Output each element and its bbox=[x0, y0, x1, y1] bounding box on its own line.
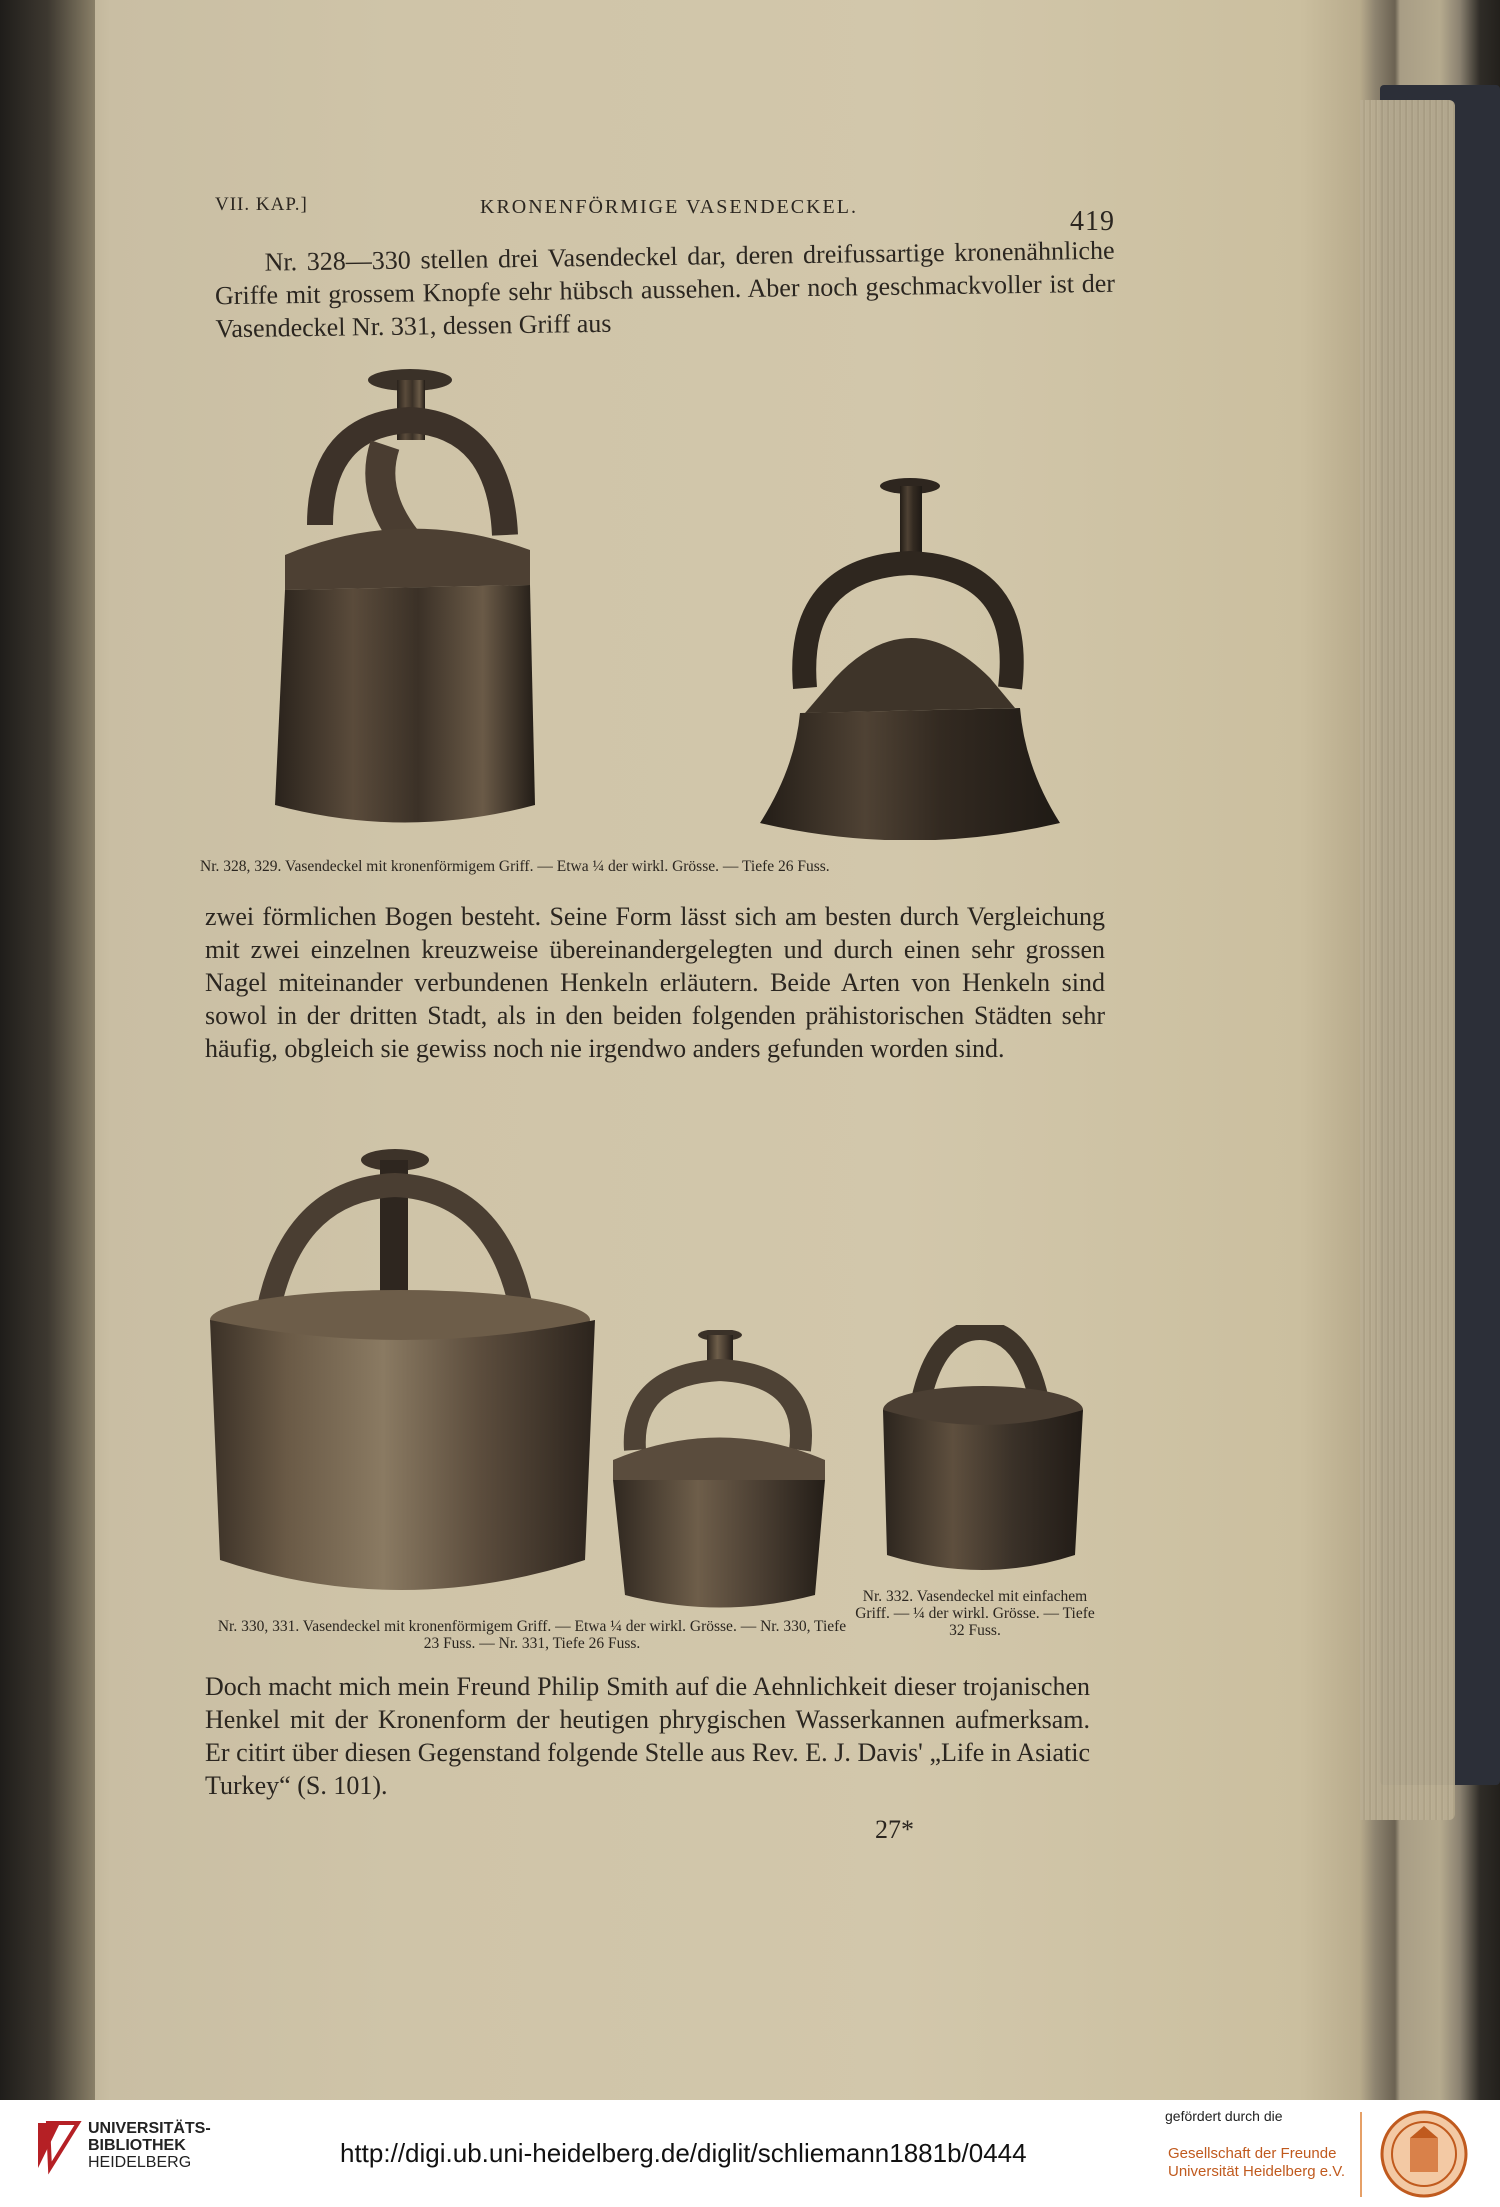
paragraph-1: Nr. 328—330 stellen drei Vasendeckel dar, deren dreifussartige kronenähnliche Griffe mit grossem Knopfe sehr hübsch aussehen. Aber noch geschmackvoller ist der Vasendeckel Nr. 331, dessen Griff aus bbox=[214, 235, 1116, 344]
university-seal-icon bbox=[1380, 2110, 1468, 2198]
page-number: 419 bbox=[1070, 206, 1115, 237]
permalink-url[interactable]: http://digi.ub.uni-heidelberg.de/diglit/schliemann1881b/0444 bbox=[340, 2138, 1027, 2168]
page-edges bbox=[1360, 100, 1455, 1820]
sponsor-name bbox=[1168, 2145, 1345, 2181]
chapter-label: VII. KAP.] bbox=[215, 194, 308, 215]
university-library-logo-icon bbox=[30, 2113, 92, 2175]
figure-vase-lid-329 bbox=[755, 478, 1065, 840]
paragraph-2: zwei förmlichen Bogen besteht. Seine Form lässt sich am besten durch Vergleichung mit zwei einzelnen kreuzweise übereinandergelegten und durch einen sehr grossen Nagel miteinander verbundenen Henkeln erläutern. Beide Arten von Henkeln sind sowol in der dritten Stadt, als in den beiden folgenden prähistorischen Städten sehr häufig, obgleich sie gewiss noch nie irgendwo anders gefunden worden sind. bbox=[205, 902, 1105, 1063]
figure-vase-lid-332 bbox=[875, 1325, 1095, 1580]
sponsor-label: gefördert durch die bbox=[1165, 2108, 1283, 2124]
footer-divider bbox=[1360, 2112, 1362, 2197]
book-spine bbox=[0, 0, 95, 2100]
library-name-line1: UNIVERSITÄTS- bbox=[88, 2120, 211, 2137]
caption-fig-328-329: Nr. 328, 329. Vasendeckel mit kronenförmigem Griff. — Etwa ¼ der wirkl. Grösse. — Tiefe 26 Fuss. bbox=[200, 858, 830, 875]
sponsor-name-line1: Gesellschaft der Freunde bbox=[1168, 2145, 1337, 2162]
sponsor-name-line2: Universität Heidelberg e.V. bbox=[1168, 2163, 1346, 2180]
running-title: KRONENFÖRMIGE VASENDECKEL. bbox=[480, 196, 858, 218]
footer-bar bbox=[0, 2100, 1500, 2207]
paragraph-3: Doch macht mich mein Freund Philip Smith auf die Aehnlichkeit dieser trojanischen Henkel mit der Kronenform der heutigen phrygischen Wasserkannen aufmerksam. Er citirt über diesen Gegenstand folgende Stelle aus Rev. E. J. Davis' „Life in Asiatic Turkey“ (S. 101). bbox=[205, 1672, 1090, 1800]
figure-vase-lid-331 bbox=[605, 1330, 830, 1610]
caption-fig-332: Nr. 332. Vasendeckel mit einfachem Griff. — ¼ der wirkl. Grösse. — Tiefe 32 Fuss. bbox=[855, 1588, 1095, 1639]
signature-mark: 27* bbox=[875, 1815, 914, 1844]
running-header bbox=[215, 186, 1120, 236]
library-name-line2: BIBLIOTHEK bbox=[88, 2137, 186, 2154]
library-name-line3: HEIDELBERG bbox=[88, 2154, 192, 2171]
library-name bbox=[88, 2120, 211, 2171]
caption-fig-330-331: Nr. 330, 331. Vasendeckel mit kronenförmigem Griff. — Etwa ¼ der wirkl. Grösse. — Nr. 330, Tiefe 23 Fuss. — Nr. 331, Tiefe 26 Fuss. bbox=[217, 1618, 847, 1652]
figure-vase-lid-330 bbox=[205, 1140, 605, 1610]
figure-vase-lid-328 bbox=[265, 365, 565, 840]
